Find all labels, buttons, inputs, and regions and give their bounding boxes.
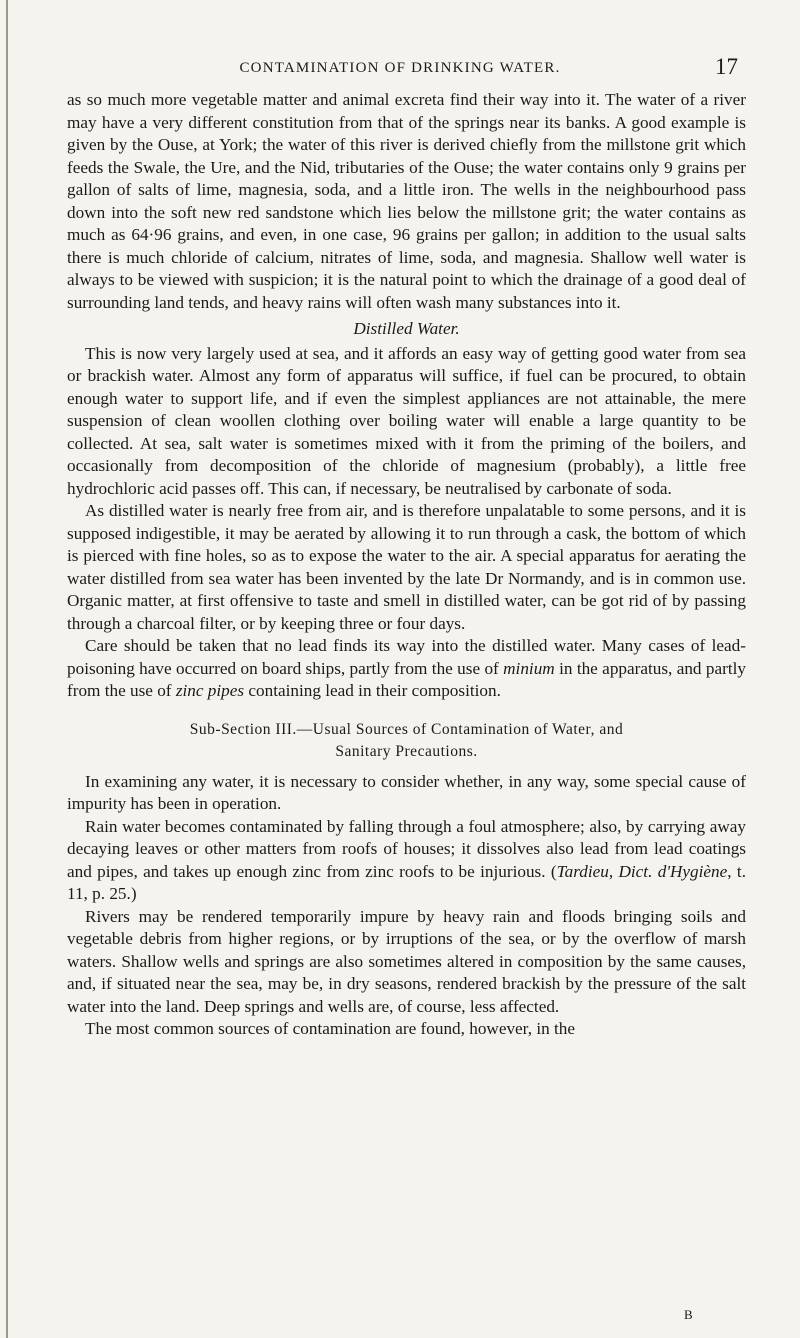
distilled-paragraph-1: This is now very largely used at sea, and it affords an easy way of getting good water from sea or brackish water. Almost any form of apparatus will suffice, if fuel can be procured, to obtain enough water to support life, and if even the simplest appliances are not attainable, the mere suspension of clean woollen clothing over boiling water will enable a large quantity to be collected. At sea, salt water is sometimes mixed with it from the priming of the boilers, and occasionally from decomposition of the chloride of magnesium (probably), a little free hydrochloric acid passes off. This can, if necessary, be neutralised by carbonate of soda.: [67, 343, 746, 498]
page-body: [67, 89, 746, 1041]
italic-term: minium: [503, 658, 555, 678]
running-head: CONTAMINATION OF DRINKING WATER.: [239, 60, 561, 76]
subsection-heading-line-2: Sanitary Precautions.: [335, 742, 478, 760]
italic-citation: Tardieu, Dict. d'Hygiène: [556, 861, 728, 881]
italic-term: zinc pipes: [175, 681, 245, 700]
text-run: , t. 11, p. 25.): [67, 861, 746, 903]
subsection-paragraph-4: The most common sources of contamination are found, however, in the: [85, 1019, 575, 1038]
intro-paragraph: as so much more vegetable matter and animal excreta find their way into it. The water of a river may have a very different constitution from that of the springs near its banks. A good example is given by the Ouse, at York; the water of this river is derived chiefly from the millstone grit which feeds the Swale, the Ure, and the Nid, tributaries of the Ouse; the water contains only 9 grains per gallon of salts of lime, magnesia, soda, and a little iron. The wells in the neighbourhood pass down into the soft new red sandstone which lies below the millstone grit; the water contains as much as 64·96 grains, and even, in one case, 96 grains per gallon; in addition to the usual salts there is much chloride of calcium, nitrates of lime, soda, and magnesia. Shallow well water is always to be viewed with suspicion; it is the natural point to which the drainage of a good deal of surrounding land tends, and heavy rains will often wash many substances into it.: [67, 90, 746, 312]
distilled-paragraph-3: [67, 635, 746, 703]
signature-mark: B: [684, 1307, 693, 1322]
subsection-heading-line-1: Sub-Section III.—Usual Sources of Contamination of Water, and: [189, 720, 624, 738]
page-number: 17: [715, 54, 738, 79]
subsection-paragraph-2: [67, 816, 746, 906]
subsection-paragraph-1: In examining any water, it is necessary to consider whether, in any way, some special cause of impurity has been in operation.: [67, 771, 746, 813]
section-heading-distilled-water: Distilled Water.: [353, 319, 460, 338]
distilled-paragraph-2: As distilled water is nearly free from air, and is therefore unpalatable to some persons, and it is supposed indigestible, it may be aerated by allowing it to run through a cask, the bottom of which is pierced with fine holes, so as to expose the water to the air. A special apparatus for aerating the water distilled from sea water has been invented by the late Dr Normandy, and is in common use. Organic matter, at first offensive to taste and smell in distilled water, can be got rid of by passing through a charcoal filter, or by keeping three or four days.: [67, 501, 746, 633]
page-edge-rule: [6, 0, 8, 1338]
text-run: Rain water becomes contaminated by falling through a foul atmosphere; also, by carrying away decaying leaves or other matters from roofs of houses; it dissolves also lead from lead coatings and pipes, and takes up enough zinc from zinc roofs to be injurious. (: [67, 816, 746, 881]
subsection-paragraph-3: Rivers may be rendered temporarily impure by heavy rain and floods bringing soils and vegetable debris from higher regions, or by irruptions of the sea, or by the overflow of marsh waters. Shallow wells and springs are also sometimes altered in composition by the same causes, and, if situated near the sea, may be, in dry seasons, rendered brackish by the pressure of the salt water into the land. Deep springs and wells are, of course, less affected.: [67, 906, 746, 1016]
subsection-heading: [67, 719, 746, 763]
text-run: Care should be taken that no lead finds its way into the distilled water. Many cases of lead-poisoning have occurred on board ships, partly from the use of: [67, 636, 746, 678]
page-header: [0, 54, 800, 86]
text-run: containing lead in their composition.: [244, 681, 501, 700]
text-run: in the apparatus, and partly from the use of: [67, 658, 746, 700]
